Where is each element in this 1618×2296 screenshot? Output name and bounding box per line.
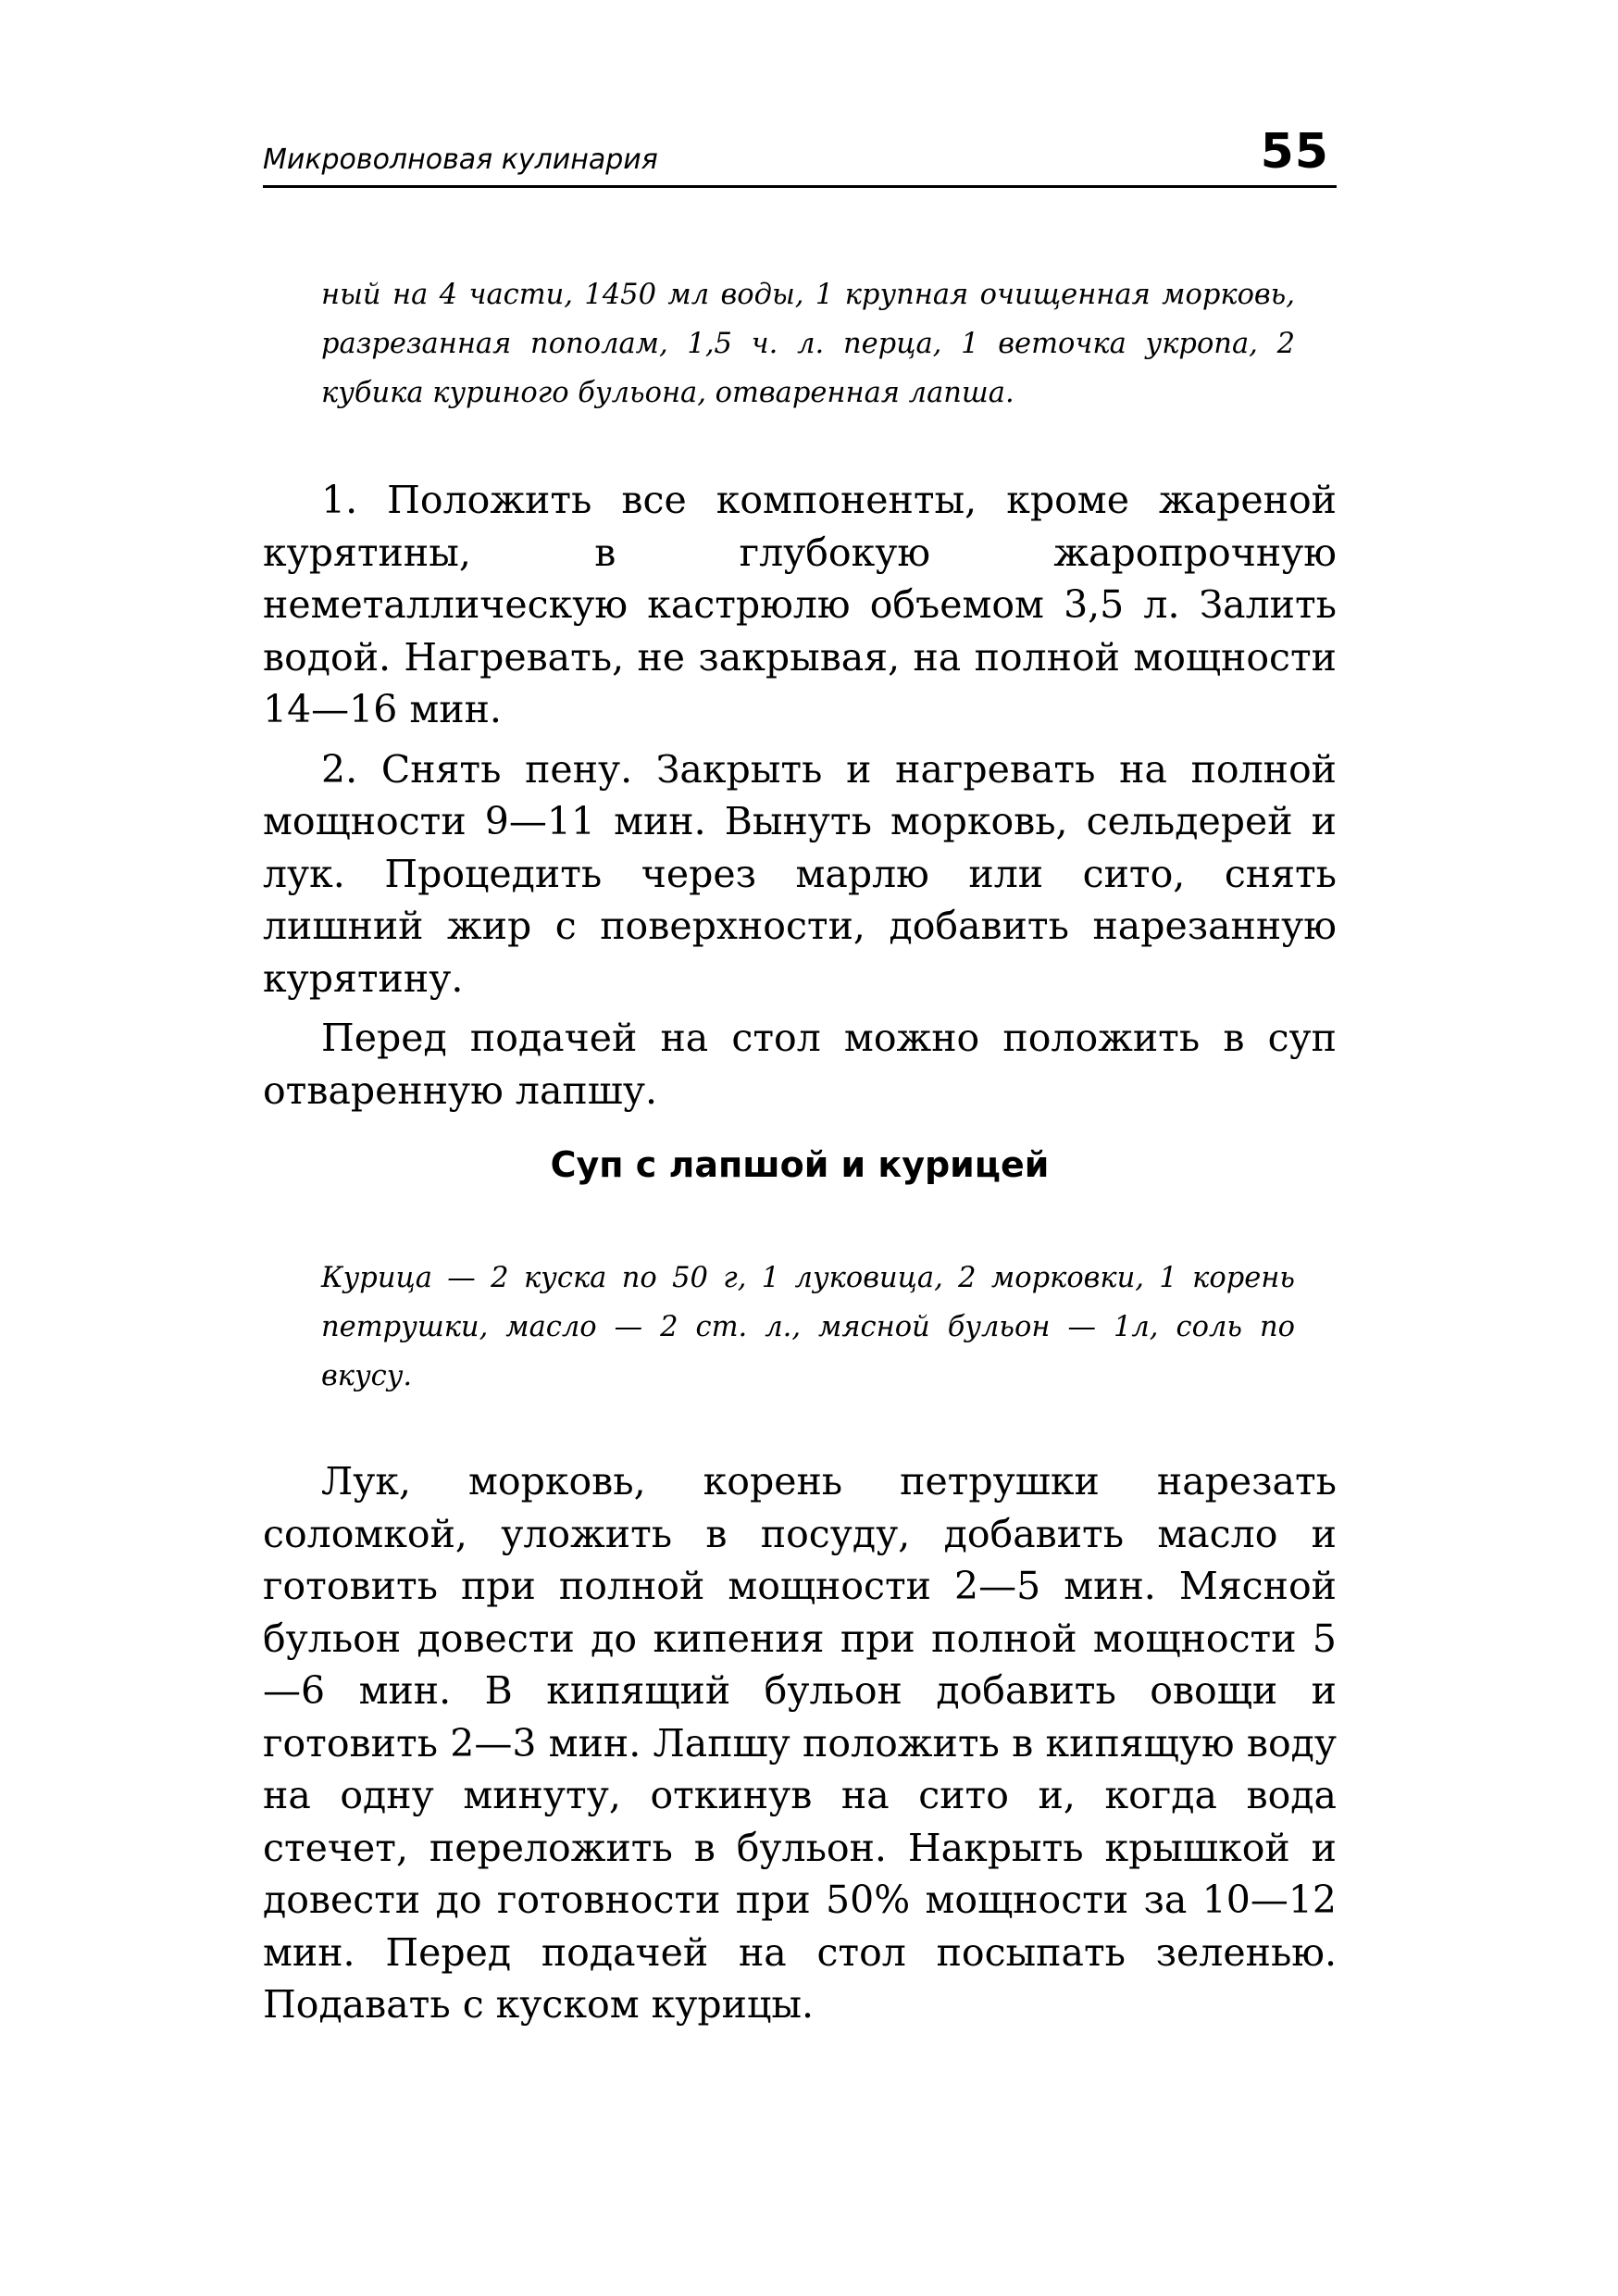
recipe1-ingredients (321, 270, 1295, 418)
running-title: Микроволновая кулинария (263, 144, 658, 176)
running-header (263, 119, 1337, 188)
recipe2-body (263, 1455, 1337, 2031)
page-number: 55 (1260, 124, 1329, 180)
recipe1-ingredients-text: ный на 4 части, 1450 мл воды, 1 крупная очищенная морковь, разрезанная пополам, 1,5 ч. л. перца, 1 веточка укропа, 2 кубика куриного бульона, отваренная лапша. (321, 279, 1295, 409)
recipe2-title: Суп с лапшой и курицей (550, 1144, 1050, 1185)
recipe1-serving-note: Перед подачей на стол можно положить в суп отваренную лапшу. (263, 1016, 1337, 1113)
recipe1-step-1: 1. Положить все компоненты, кроме жареной курятины, в глубокую жаропрочную неметаллическую кастрюлю объемом 3,5 л. Залить водой. Нагревать, не закрывая, на полной мощности 14—16 мин. (263, 478, 1337, 731)
recipe2-ingredients-text: Курица — 2 куска по 50 г, 1 луковица, 2 морковки, 1 корень петрушки, масло — 2 ст. л., мясной бульон — 1л, соль по вкусу. (321, 1262, 1295, 1392)
recipe2-instructions: Лук, морковь, корень петрушки нарезать соломкой, уложить в посуду, добавить масло и готовить при полной мощности 2—5 мин. Мясной бульон довести до кипения при полной мощности 5—6 мин. В кипящий бульон добавить овощи и готовить 2—3 мин. Лапшу положить в кипящую воду на одну минуту, откинув на сито и, когда вода стечет, переложить в бульон. Накрыть крышкой и довести до готовности при 50% мощности за 10—12 мин. Перед подачей на стол посыпать зеленью. Подавать с куском курицы. (263, 1459, 1337, 2027)
recipe1-steps (263, 474, 1337, 1117)
recipe2-ingredients (321, 1254, 1295, 1401)
recipe1-step-2: 2. Снять пену. Закрыть и нагревать на полной мощности 9—11 мин. Вынуть морковь, сельдерей и лук. Процедить через марлю или сито, снять лишний жир с поверхности, добавить нарезанную курятину. (263, 746, 1337, 1001)
